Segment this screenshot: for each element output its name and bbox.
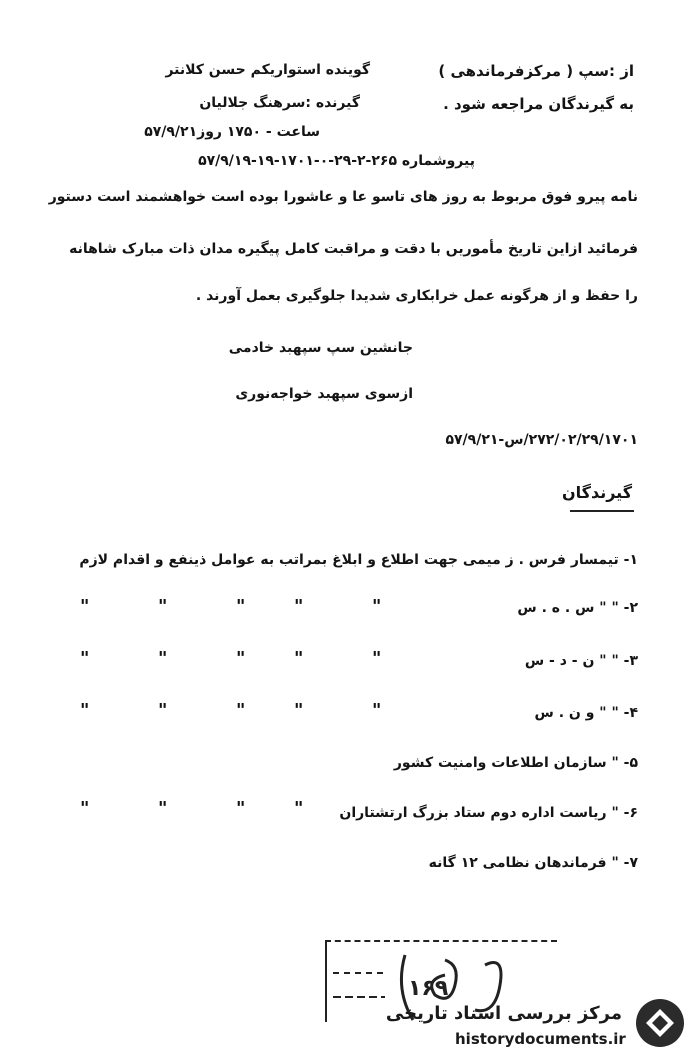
- recipient-item-6: [339, 805, 638, 821]
- recipient-text: تیمسار فرس . ز میمی جهت اطلاع و ابلاغ بمراتب به عوامل ذینفع و اقدام لازم: [79, 552, 619, 568]
- recipient-number: ۳-: [623, 653, 638, 669]
- recipient-number: ۶-: [623, 805, 638, 821]
- recipient-item-3: [525, 653, 638, 669]
- refer-line: به گیرندگان مراجعه شود .: [443, 95, 634, 113]
- recipient-item-5: [394, 755, 638, 771]
- recipient-item-2: [517, 600, 638, 616]
- recipient-number: ۵-: [623, 755, 638, 771]
- reference-number: ۲۷۲/۰۲/۲۹/۱۷۰۱/س-۵۷/۹/۲۱: [445, 432, 638, 448]
- body-line-1: نامه پیرو فوق مربوط به روز های تاسو عا و عاشورا بوده است خواهشمند است دستور: [48, 189, 638, 205]
- recipient-item-1: [79, 552, 638, 568]
- recipient-text: " سازمان اطلاعات وامنیت کشور: [393, 755, 619, 771]
- recipient-item-7: [429, 855, 638, 871]
- recipient-text: " فرماندهان نظامی ۱۲ گانه: [428, 855, 619, 871]
- recipient-number: ۱-: [623, 552, 638, 568]
- recipient-item-4: [535, 705, 638, 721]
- recipients-heading: گیرندگان: [561, 483, 632, 502]
- time-line: ساعت - ۱۷۵۰ روز۵۷/۹/۲۱: [144, 124, 320, 140]
- ditto-marks-row-4: " " " " ": [80, 700, 382, 721]
- ditto-marks-row-6: " " " ": [80, 798, 304, 819]
- heading-underline: [570, 510, 634, 512]
- signature-on-behalf: ازسوی سپهبد خواجه‌نوری: [235, 386, 413, 402]
- body-line-2: فرمائید ازاین تاریخ مأموریں با دقت و مراقبت کامل پیگیره مدان ذات مبارک شاهانه: [69, 241, 638, 257]
- recipient-text: " " ن - د - س: [524, 653, 619, 669]
- speaker-line: گوینده استواریکم حسن کلانتر: [165, 62, 370, 78]
- recipient-number: ۴-: [623, 705, 638, 721]
- reference-line: پیروشماره ۲۶۵-۲-۲۹-۰-۱۷۰۱-۱۹-۵۷/۹/۱۹: [198, 153, 475, 169]
- from-line: از :سپ ( مرکزفرماندهی ): [438, 62, 634, 80]
- receiver-line: گیرنده :سرهنگ جلالیان: [199, 95, 360, 111]
- ditto-marks-row-2: " " " " ": [80, 596, 382, 617]
- watermark-name: مرکز بررسی اسناد تاریخی: [385, 1003, 622, 1024]
- watermark-url: historydocuments.ir: [455, 1030, 626, 1048]
- stamp-number: ۱۶۹: [408, 976, 449, 1001]
- signature-deputy: جانشین سپ سپهبد خادمی: [228, 340, 413, 356]
- ditto-marks-row-3: " " " " ": [80, 648, 382, 669]
- recipient-text: " " س . ه . س: [517, 600, 619, 616]
- archive-logo-icon: [632, 995, 688, 1051]
- recipient-text: " ریاست اداره دوم ستاد بزرگ ارتشتاران: [339, 805, 619, 821]
- recipient-number: ۲-: [623, 600, 638, 616]
- recipient-text: " " و ن . س: [534, 705, 619, 721]
- recipient-number: ۷-: [623, 855, 638, 871]
- body-line-3: را حفظ و از هرگونه عمل خرابکاری شدیدا جلوگیری بعمل آورند .: [195, 288, 638, 304]
